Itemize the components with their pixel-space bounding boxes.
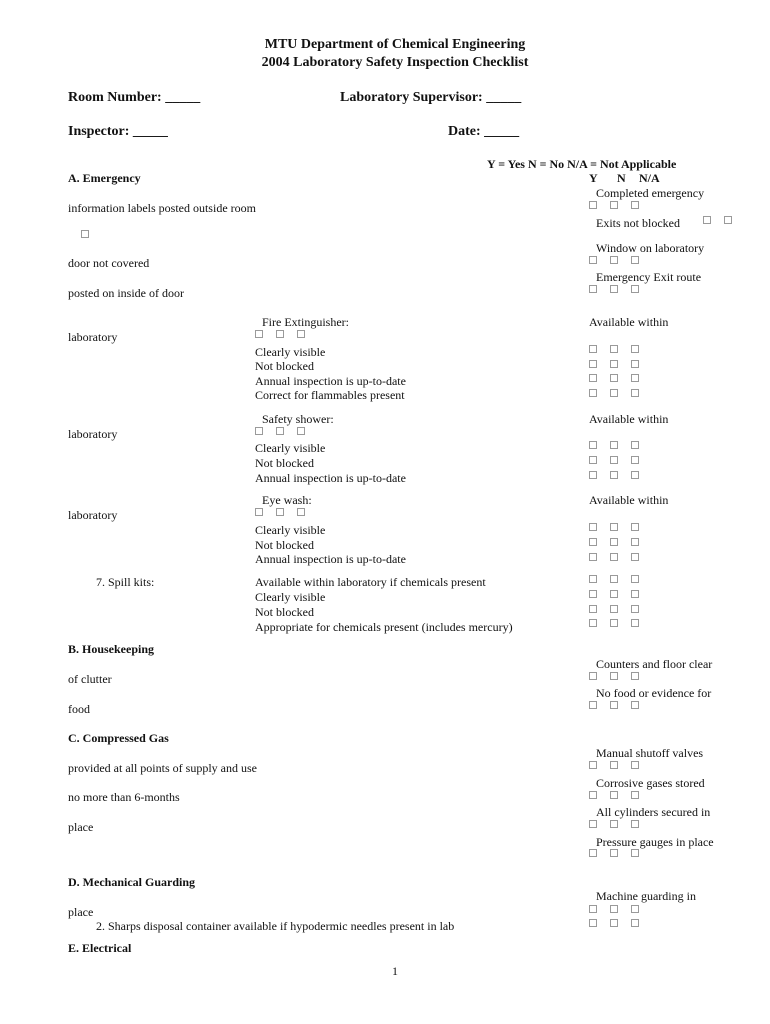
- section-c-heading: C. Compressed Gas: [68, 731, 169, 745]
- checkbox-n[interactable]: [610, 256, 618, 264]
- checkbox-na[interactable]: [631, 672, 639, 680]
- sub-item-label: Clearly visible: [255, 590, 326, 604]
- checkbox-y[interactable]: [589, 590, 597, 598]
- item-label-continued: door not covered: [68, 256, 150, 270]
- column-n: N: [617, 171, 626, 185]
- checkbox-y[interactable]: [589, 201, 597, 209]
- checkbox-n[interactable]: [610, 345, 618, 353]
- item-label-continued: food: [68, 702, 90, 716]
- item-label-continued: provided at all points of supply and use: [68, 761, 257, 775]
- checkbox-group: [589, 553, 652, 571]
- checkbox-n[interactable]: [276, 427, 284, 435]
- document-title: MTU Department of Chemical Engineering: [264, 37, 526, 52]
- checkbox-group: [589, 471, 652, 489]
- lab-supervisor-field[interactable]: Laboratory Supervisor: _____: [340, 90, 522, 105]
- checkbox-n[interactable]: [610, 456, 618, 464]
- fire-extinguisher-label: Fire Extinguisher:: [262, 315, 349, 329]
- checkbox-na[interactable]: [631, 701, 639, 709]
- checkbox-na[interactable]: [631, 575, 639, 583]
- checkbox-n[interactable]: [610, 619, 618, 627]
- checkbox-y[interactable]: [589, 360, 597, 368]
- sub-item-label: Annual inspection is up-to-date: [255, 552, 406, 566]
- checkbox-na[interactable]: [631, 201, 639, 209]
- sub-item-label: Appropriate for chemicals present (includes mercury): [255, 620, 513, 634]
- column-y: Y: [589, 171, 598, 185]
- safety-shower-label: Safety shower:: [262, 412, 334, 426]
- checkbox-n[interactable]: [610, 761, 618, 769]
- checkbox-y[interactable]: [589, 538, 597, 546]
- item-label: Counters and floor clear: [596, 657, 713, 671]
- checkbox-n[interactable]: [610, 360, 618, 368]
- checkbox-group: [589, 619, 652, 637]
- sub-item-label: Not blocked: [255, 359, 314, 373]
- legend: Y = Yes N = No N/A = Not Applicable: [487, 157, 677, 171]
- item-label: Window on laboratory: [596, 241, 705, 255]
- checkbox-na[interactable]: [631, 905, 639, 913]
- item-label: No food or evidence for: [596, 686, 712, 700]
- checkbox-na[interactable]: [631, 360, 639, 368]
- checkbox-n[interactable]: [610, 441, 618, 449]
- checkbox-n[interactable]: [724, 216, 732, 224]
- checkbox-na[interactable]: [631, 285, 639, 293]
- page-number: 1: [392, 964, 398, 978]
- item-label: Manual shutoff valves: [596, 746, 704, 760]
- checkbox-y[interactable]: [589, 374, 597, 382]
- checkbox-na[interactable]: [631, 345, 639, 353]
- item-label-continued: place: [68, 820, 94, 834]
- checkbox-n[interactable]: [610, 820, 618, 828]
- checkbox-y[interactable]: [589, 441, 597, 449]
- checkbox-y[interactable]: [589, 761, 597, 769]
- sub-item-label: Annual inspection is up-to-date: [255, 471, 406, 485]
- checkbox-na[interactable]: [631, 256, 639, 264]
- checkbox-y[interactable]: [589, 820, 597, 828]
- sub-item-label: Clearly visible: [255, 523, 326, 537]
- date-field[interactable]: Date: _____: [448, 124, 520, 139]
- checkbox-y[interactable]: [589, 791, 597, 799]
- checkbox-group: [589, 701, 652, 719]
- checkbox-na[interactable]: [631, 849, 639, 857]
- item-label-continued: information labels posted outside room: [68, 201, 256, 215]
- checkbox-na[interactable]: [631, 605, 639, 613]
- checkbox-y[interactable]: [589, 672, 597, 680]
- item-label-continued: laboratory: [68, 508, 118, 522]
- checkbox-na[interactable]: [631, 820, 639, 828]
- checkbox-group: [589, 919, 652, 937]
- section-a-heading: A. Emergency: [68, 171, 141, 185]
- item-label: Corrosive gases stored: [596, 776, 705, 790]
- checkbox-na[interactable]: [631, 919, 639, 927]
- checkbox-na[interactable]: [631, 590, 639, 598]
- checkbox-y[interactable]: [255, 330, 263, 338]
- item-label-continued: no more than 6-months: [68, 790, 180, 804]
- checkbox-na[interactable]: [631, 761, 639, 769]
- checkbox-na[interactable]: [631, 553, 639, 561]
- section-e-heading: E. Electrical: [68, 941, 132, 955]
- checkbox-y[interactable]: [589, 919, 597, 927]
- eye-wash-label: Eye wash:: [262, 493, 312, 507]
- checkbox-na[interactable]: [631, 374, 639, 382]
- checkbox-group: [589, 389, 652, 407]
- checkbox-na[interactable]: [631, 619, 639, 627]
- document-subtitle: 2004 Laboratory Safety Inspection Checklist: [261, 55, 529, 70]
- checkbox-y[interactable]: [589, 553, 597, 561]
- checkbox-na[interactable]: [631, 523, 639, 531]
- checkbox-y[interactable]: [589, 256, 597, 264]
- checkbox-y[interactable]: [589, 905, 597, 913]
- checkbox-n[interactable]: [610, 849, 618, 857]
- checkbox-group: [589, 849, 652, 867]
- sub-item-label: Not blocked: [255, 538, 314, 552]
- checkbox-n[interactable]: [610, 590, 618, 598]
- checkbox-y[interactable]: [589, 605, 597, 613]
- checkbox-na[interactable]: [297, 508, 305, 516]
- checkbox-na[interactable]: [631, 389, 639, 397]
- item-label: Available within: [589, 315, 669, 329]
- item-label: Emergency Exit route: [596, 270, 702, 284]
- checkbox-y[interactable]: [589, 389, 597, 397]
- item-label: Machine guarding in: [596, 889, 696, 903]
- checkbox-na[interactable]: [631, 441, 639, 449]
- checkbox-na[interactable]: [297, 427, 305, 435]
- checkbox-n[interactable]: [610, 523, 618, 531]
- checkbox-y[interactable]: [589, 701, 597, 709]
- item-label-continued: posted on inside of door: [68, 286, 184, 300]
- checkbox-n[interactable]: [610, 553, 618, 561]
- checkbox-na[interactable]: [81, 230, 89, 238]
- item-label-continued: laboratory: [68, 427, 118, 441]
- sub-item-label: Not blocked: [255, 456, 314, 470]
- checkbox-n[interactable]: [610, 672, 618, 680]
- checkbox-n[interactable]: [610, 575, 618, 583]
- sub-item-label: Not blocked: [255, 605, 314, 619]
- checkbox-n[interactable]: [610, 374, 618, 382]
- checkbox-n[interactable]: [276, 330, 284, 338]
- checkbox-na[interactable]: [631, 791, 639, 799]
- checkbox-group: [589, 285, 652, 303]
- checkbox-y[interactable]: [589, 523, 597, 531]
- item-label: All cylinders secured in: [596, 805, 711, 819]
- checkbox-n[interactable]: [610, 919, 618, 927]
- checkbox-n[interactable]: [610, 471, 618, 479]
- checkbox-n[interactable]: [610, 538, 618, 546]
- inspector-field[interactable]: Inspector: _____: [68, 124, 168, 139]
- checkbox-y[interactable]: [255, 427, 263, 435]
- item-label: Exits not blocked: [596, 216, 680, 230]
- checkbox-y[interactable]: [255, 508, 263, 516]
- checkbox-na[interactable]: [631, 456, 639, 464]
- item-label-continued: of clutter: [68, 672, 112, 686]
- item-label: Pressure gauges in place: [596, 835, 714, 849]
- checkbox-na[interactable]: [631, 538, 639, 546]
- checkbox-y[interactable]: [589, 285, 597, 293]
- checkbox-n[interactable]: [610, 791, 618, 799]
- checkbox-y[interactable]: [589, 575, 597, 583]
- checkbox-y[interactable]: [589, 471, 597, 479]
- checkbox-n[interactable]: [610, 389, 618, 397]
- sub-item-label: Clearly visible: [255, 345, 326, 359]
- column-na: N/A: [639, 171, 660, 185]
- checkbox-y[interactable]: [703, 216, 711, 224]
- checkbox-n[interactable]: [610, 285, 618, 293]
- checkbox-y[interactable]: [589, 345, 597, 353]
- checkbox-n[interactable]: [610, 605, 618, 613]
- item-label: Completed emergency: [596, 186, 705, 200]
- checkbox-group: [703, 216, 745, 234]
- item-label: Available within: [589, 493, 669, 507]
- checkbox-na[interactable]: [631, 471, 639, 479]
- checkbox-n[interactable]: [610, 905, 618, 913]
- checkbox-na[interactable]: [297, 330, 305, 338]
- sub-item-label: Annual inspection is up-to-date: [255, 374, 406, 388]
- checkbox-y[interactable]: [589, 619, 597, 627]
- checkbox-y[interactable]: [589, 849, 597, 857]
- checkbox-y[interactable]: [589, 456, 597, 464]
- item-label: 2. Sharps disposal container available if hypodermic needles present in lab: [96, 919, 455, 933]
- sub-item-label: Available within laboratory if chemicals present: [255, 575, 486, 589]
- room-number-field[interactable]: Room Number: _____: [68, 90, 201, 105]
- checkbox-n[interactable]: [276, 508, 284, 516]
- checkbox-n[interactable]: [610, 701, 618, 709]
- sub-item-label: Correct for flammables present: [255, 388, 405, 402]
- section-b-heading: B. Housekeeping: [68, 642, 155, 656]
- spill-kits-label: 7. Spill kits:: [96, 575, 155, 589]
- checkbox-n[interactable]: [610, 201, 618, 209]
- item-label-continued: place: [68, 905, 94, 919]
- checkbox-group: [81, 230, 102, 248]
- item-label: Available within: [589, 412, 669, 426]
- section-d-heading: D. Mechanical Guarding: [68, 875, 196, 889]
- item-label-continued: laboratory: [68, 330, 118, 344]
- sub-item-label: Clearly visible: [255, 441, 326, 455]
